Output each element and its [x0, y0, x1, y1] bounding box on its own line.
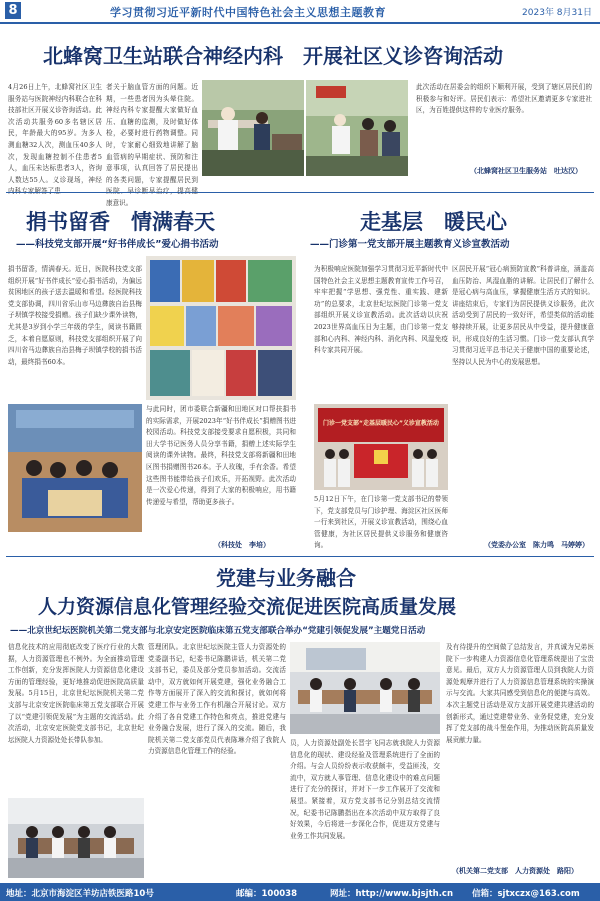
article2-title: 捐书留香 情满春天 — [26, 210, 215, 234]
article1-col1: 4月26日上午，北蜂窝社区卫生服务站与医院神经内科联合在科技部社区开展义诊咨询活动。此次活动共服务60多名辖区居民，年龄最大的95岁。为多人测血糖32人次，测血压40多人次，发现血糖控制不佳患者5人，血压未达标患者3人，咨询人数达55人。义诊现场，神经 — [8, 83, 102, 184]
article1-title: 北蜂窝卫生站联合神经内科 开展社区义诊咨询活动 — [43, 44, 503, 68]
footer-website[interactable]: 网址：http://www.bjsjth.cn — [330, 889, 454, 899]
party-emblem-icon — [374, 450, 388, 464]
article1-col2: 者关于脑血管方面的问题。近期，一些患者因为头晕住院。神经内科专家提醒大家做好血压、血糖的监测，及时做好体检，必要时进行药物调整。同时，专家耐心细致地讲解了脑血管病的早期症状、预防和注意事项，认真回答了居民提出的各类问题，专家提醒居民到 康意识。 — [106, 83, 198, 207]
article3-photo-caption: 5月12日下午，在门诊第一党支部书记的带领下，党支部党员与门诊护理、海淀区社区医师一行来到社区，开展义诊宣教活动，围绕心血管健康，为社区居民提供义诊服务和健康咨询。 — [314, 495, 448, 550]
article3-col2: 区居民开展“冠心病预防宣教”科普讲座，涵盖高血压防治、风湿血脂的讲解。让居民们了解什么是冠心病与高血压，掌握健康生活方式的知识。讲座结束后，专家们为居民提供义诊服务，此次活动受到了居民的一致好评，希望类似的活动能够持续开展，让更多居民从中受益，提升健康意识，形成良好的生活习惯。门诊一党支部认真学习贯彻习近平总书记关于健康中国的重要论述，坚持以人民为中心的发展思想。 — [452, 265, 594, 366]
header-title: 学习贯彻习近平新时代中国特色社会主义思想主题教育 — [110, 6, 386, 19]
page-header — [0, 0, 600, 24]
article4-title-line2: 人力资源信息化管理经验交流促进医院高质量发展 — [38, 596, 457, 618]
page-footer — [0, 883, 600, 901]
divider-2 — [6, 556, 594, 557]
article4-title-line1: 党建与业务融合 — [216, 566, 356, 590]
article2-col2: 与此同时，团市委联合新疆和田地区对口帮扶捐书的实际需求，开展2023年“好书伴成长”捐赠图书进校园活动。科技党支部接受要求自愿积极，共同和田大学书记医务人员分享书籍，捐赠上述实际学生阅读的课外读物。最终，科技党支部将新疆和田地区图书捐赠图书26本。予人玫瑰，手有余香。希望这些图书能带给孩子们欢乐，开拓视野。此次活动是一次爱心传递，得到了大家的积极响应，用书籍传递爱与希望，帮助更多孩子。 — [146, 405, 296, 506]
article4-col3: 员，人力资源处副处长晋宇飞同志就我院人力资源信息化的现状、建设经验及管理系统进行了全面的介绍。与会人员纷纷表示收获颇丰，受益匪浅，交流中，双方就人事管理、信息化建设中的难点问题进行了充分的探讨，并对下一步工作展开了交流和展望。紧接着，双方党支部书记分别总结交流情况，纪委书记陈鹏指出在本次活动中双方取得了良好效果，今后将进一步深化合作，促进双方党建与业务工作共同发展。 — [290, 739, 440, 840]
article3-credit: （党委办公室 陈力鸣 马婷婷） — [484, 541, 589, 549]
article2-credit: （科技处 李培） — [214, 541, 270, 549]
article3-col1: 为积极响应医院加强学习贯彻习近平新时代中国特色社会主义思想主题教育宣传工作号召，牢牢把握“学思想、强党性、重实践、建新功”的总要求，北京世纪坛医院门诊第一党支部组织开展义诊宣教活动。此次活动以庆祝2023世界高血压日为主题，由门诊第一党支部和心内科、神经内科、消化内科、风湿免疫科专家共同开展。 — [314, 265, 448, 355]
article4-photo-left — [8, 798, 144, 878]
header-date: 2023年 8月31日 — [522, 8, 592, 18]
article4-col2: 管理团队。北京世纪坛医院主管人力资源处的党委副书记，纪委书记陈鹏讲话，机关第二党支部书记，委员及部分党员参加活动。交流活动中，双方就如何开展党建，强化业务融合工作等方面展开了深入的交流和探讨，就如何将党建工作与业务工作有机融合开展讨论。双方介绍了各自党建工作特色和亮点，推进党建与业务融合发展，进行了深入的交流。随后，我院机关第二党支部党员代表陈琳介绍了我院人力资源信息化管理工作的经验。 — [148, 643, 286, 756]
page-number: 8 — [5, 2, 21, 19]
article1-credit: （北蜂窝社区卫生服务站 吐达汉） — [470, 167, 582, 175]
article1-photo-right — [306, 80, 408, 176]
footer-postcode: 邮编：100038 — [236, 889, 297, 899]
article2-books-photo — [146, 256, 296, 400]
article4-credit: （机关第二党支部 人力资源处 路阳） — [452, 867, 578, 875]
article3-banner-text: 门诊一党支部“走基层暖民心”义诊宣教活动 — [323, 420, 439, 427]
article3-subtitle: ——门诊第一党支部开展主题教育义诊宣教活动 — [310, 239, 510, 250]
article4-subtitle: ——北京世纪坛医院机关第二党支部与北京安定医院临床第五党支部联合举办“党建引领促发展”主题党日活动 — [10, 626, 426, 636]
article3-photo — [314, 404, 448, 490]
article1-photo-left — [202, 80, 304, 176]
article1-col3: 此次活动在居委会的组织下顺利开展，受到了辖区居民们的积极参与和好评。居民们表示：希望社区邀请更多专家进社区，为百姓提供这样的专业医疗服务。 — [416, 83, 592, 115]
footer-address: 地址：北京市海淀区羊坊店铁医路10号 — [6, 889, 154, 899]
article2-group-photo — [8, 404, 142, 532]
article2-col1: 捐书留香，情满春天。近日，医院科技党支部组织开展“好书伴成长”爱心捐书活动，为偏远贫困地区的孩子送去温暖和希望。经医院科技党支部协调，四川省乐山市马边彝族自治县梅子坝镇学校接受捐赠。孩子们缺少课外读物，尤其是3岁到小学三年级的学生，阅读书籍匮乏，本着自愿原则，科技党支部组织开展了向四川省马边彝族自治县梅子坝镇学校的捐书活动，最终捐书60本。 — [8, 265, 142, 366]
article2-subtitle: ——科技党支部开展“好书伴成长”爱心捐书活动 — [16, 239, 219, 250]
article3-title: 走基层 暖民心 — [360, 210, 507, 234]
article4-col4: 及有待提升的空间做了总结发言，并真诚为兄弟医院下一步构建人力资源信息化管理系统提出了宝贵意见。最后，双方人力资源管理人员到我院人力资源处观摩并进行了人力资源信息管理系统的实操演示与交流。大家共同感受到信息化的便捷与高效。本次主题党日活动是双方支部开展党建共建活动的创新形式，通过党建带业务、业务促党建，充分发挥了党支部的战斗堡垒作用，为推动医院高质量发展贡献力量。 — [446, 643, 594, 744]
footer-email[interactable]: 信箱：sjtxczx@163.com — [472, 889, 580, 899]
article4-photo-right — [290, 642, 440, 734]
article4-col1: 信息化技术的应用彻底改变了医疗行业的大数据，人力资源管理也不例外。为全面推动管理工作创新，充分发挥医院人力资源信息化建设方面的管理经验，更好地推动促进医院高质量发展。5月15日，北京世纪坛医院机关第二党支部与北京安定医院临床第五党支部联合开展了以“党建引领促发展”为主题的交流活动。此次活动，北京安定医院党支部书记，北京世纪坛医院人力资源处处长带队参加。 — [8, 643, 144, 744]
divider-1 — [6, 192, 594, 193]
